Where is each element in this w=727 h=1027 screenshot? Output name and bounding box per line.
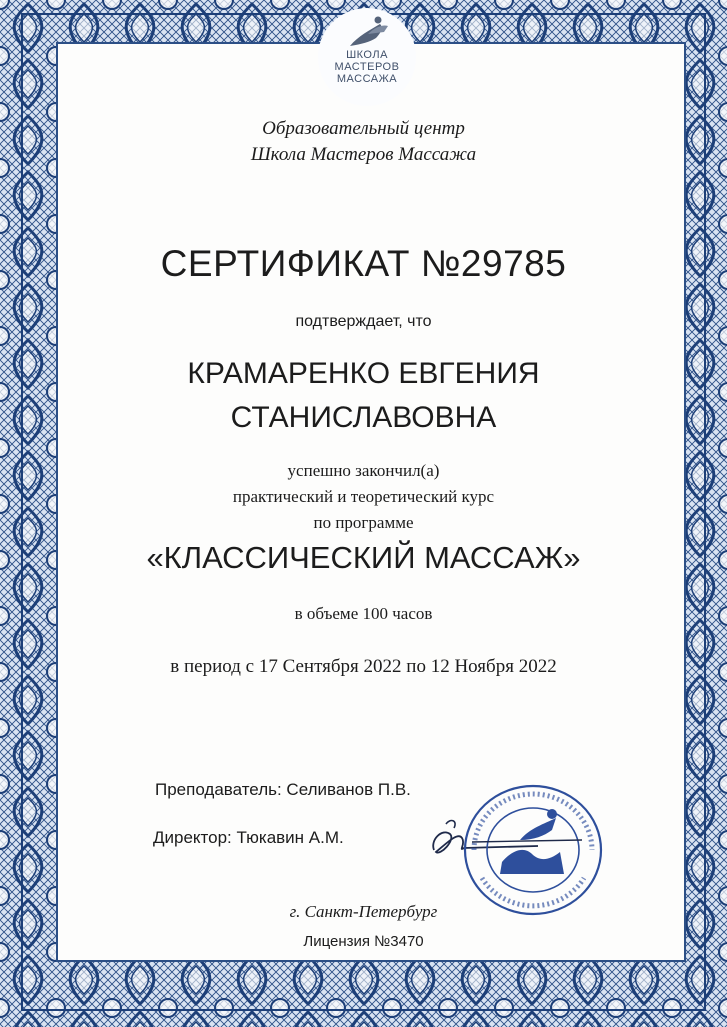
confirms-text: подтверждает, что xyxy=(295,313,432,330)
certificate-title: СЕРТИФИКАТ №29785 xyxy=(160,243,567,284)
city-text: г. Санкт-Петербург xyxy=(289,902,438,921)
recipient-name-line-1: КРАМАРЕНКО ЕВГЕНИЯ xyxy=(187,357,540,390)
program-title: «КЛАССИЧЕСКИЙ МАССАЖ» xyxy=(146,540,581,575)
organization-stamp xyxy=(460,780,606,920)
volume-text: в объеме 100 часов xyxy=(294,604,433,623)
school-logo xyxy=(318,8,416,106)
teacher-line: Преподаватель: Селиванов П.В. xyxy=(155,780,411,799)
program-intro-text: по программе xyxy=(313,513,414,532)
license-text: Лицензия №3470 xyxy=(303,933,424,950)
org-line-1: Образовательный центр xyxy=(262,118,465,139)
org-line-2: Школа Мастеров Массажа xyxy=(250,144,477,165)
recipient-name-line-2: СТАНИСЛАВОВНА xyxy=(230,401,497,434)
logo-line-1: ШКОЛА xyxy=(346,49,388,61)
period-text: в период с 17 Сентября 2022 по 12 Ноября 2022 xyxy=(170,656,557,677)
logo-line-2: МАСТЕРОВ xyxy=(334,61,400,73)
completed-text: успешно закончил(а) xyxy=(287,461,440,480)
course-kind-text: практический и теоретический курс xyxy=(232,487,495,506)
logo-line-3: МАССАЖА xyxy=(336,73,398,85)
director-line: Директор: Тюкавин А.М. xyxy=(153,828,344,847)
